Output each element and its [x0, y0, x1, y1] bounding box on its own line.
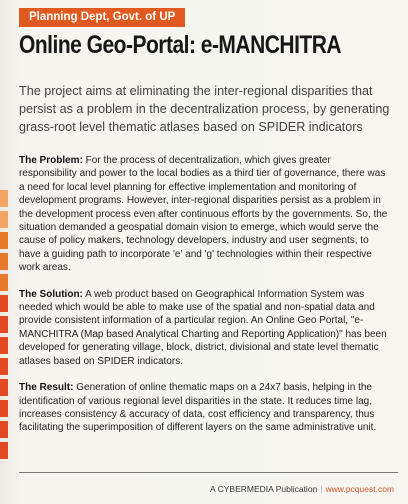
article-body	[19, 154, 390, 448]
solution-heading: The Solution:	[19, 288, 83, 300]
side-bar	[0, 379, 8, 396]
solution-text: A web product based on Geographical Information System was needed which would be able to make use of the spatial and non-spatial data and provide consistent information of a particular region. An Online Geo Portal, "e-MANCHITRA (Map based Analytical Charting and Reporting Application)" has been developed for generating village, block, district, divisional and state level thematic atlases based on SPIDER indicators.	[19, 288, 387, 367]
article-title: Online Geo-Portal: e-MANCHITRA	[19, 31, 342, 59]
side-bar	[0, 295, 8, 312]
side-bar	[0, 358, 8, 375]
page-footer	[210, 484, 394, 494]
side-bar	[0, 253, 8, 270]
side-color-bars	[0, 190, 8, 463]
side-bar	[0, 316, 8, 333]
publication-credit: A CYBERMEDIA Publication	[210, 484, 318, 494]
side-bar	[0, 232, 8, 249]
side-bar	[0, 190, 8, 207]
side-bar	[0, 337, 8, 354]
footer-divider	[19, 472, 398, 473]
side-bar	[0, 274, 8, 291]
website-link[interactable]: www.pcquest.com	[325, 484, 394, 494]
side-bar	[0, 442, 8, 459]
problem-section	[19, 154, 390, 275]
side-bar	[0, 211, 8, 228]
problem-text: For the process of decentralization, which gives greater responsibility and power to the local bodies as a third tier of governance, there was a need for local level planning for effective implementation and monitoring of development programs. However, inter-regional disparities persist as a problem in the development process even after continuous efforts by the governments. So, the situation demanded a geospatial domain vision to emerge, which would serve the cause of policy makers, technology developers, industry and user segments, to have a guiding path to incorporate 'e' and 'g' technologies within their respective work areas.	[19, 155, 388, 274]
side-bar	[0, 421, 8, 438]
problem-heading: The Problem:	[19, 155, 83, 166]
result-heading: The Result:	[19, 382, 74, 394]
department-tag: Planning Dept, Govt. of UP	[19, 8, 185, 27]
solution-section	[19, 288, 390, 368]
result-text: Generation of online thematic maps on a 24x7 basis, helping in the identification of various regional level disparities in the state. It reduces time lag, increases consistency & accuracy of data, cost efficiency and transparency, thus facilitating the superimposition of different layers on the same administrative unit.	[19, 382, 377, 434]
result-section	[19, 381, 390, 435]
footer-separator: |	[320, 484, 323, 494]
article-subtitle: The project aims at eliminating the inter-regional disparities that persist as a problem in the decentralization process, by generating grass-root level thematic atlases based on SPIDER indicators	[19, 84, 390, 134]
side-bar	[0, 400, 8, 417]
